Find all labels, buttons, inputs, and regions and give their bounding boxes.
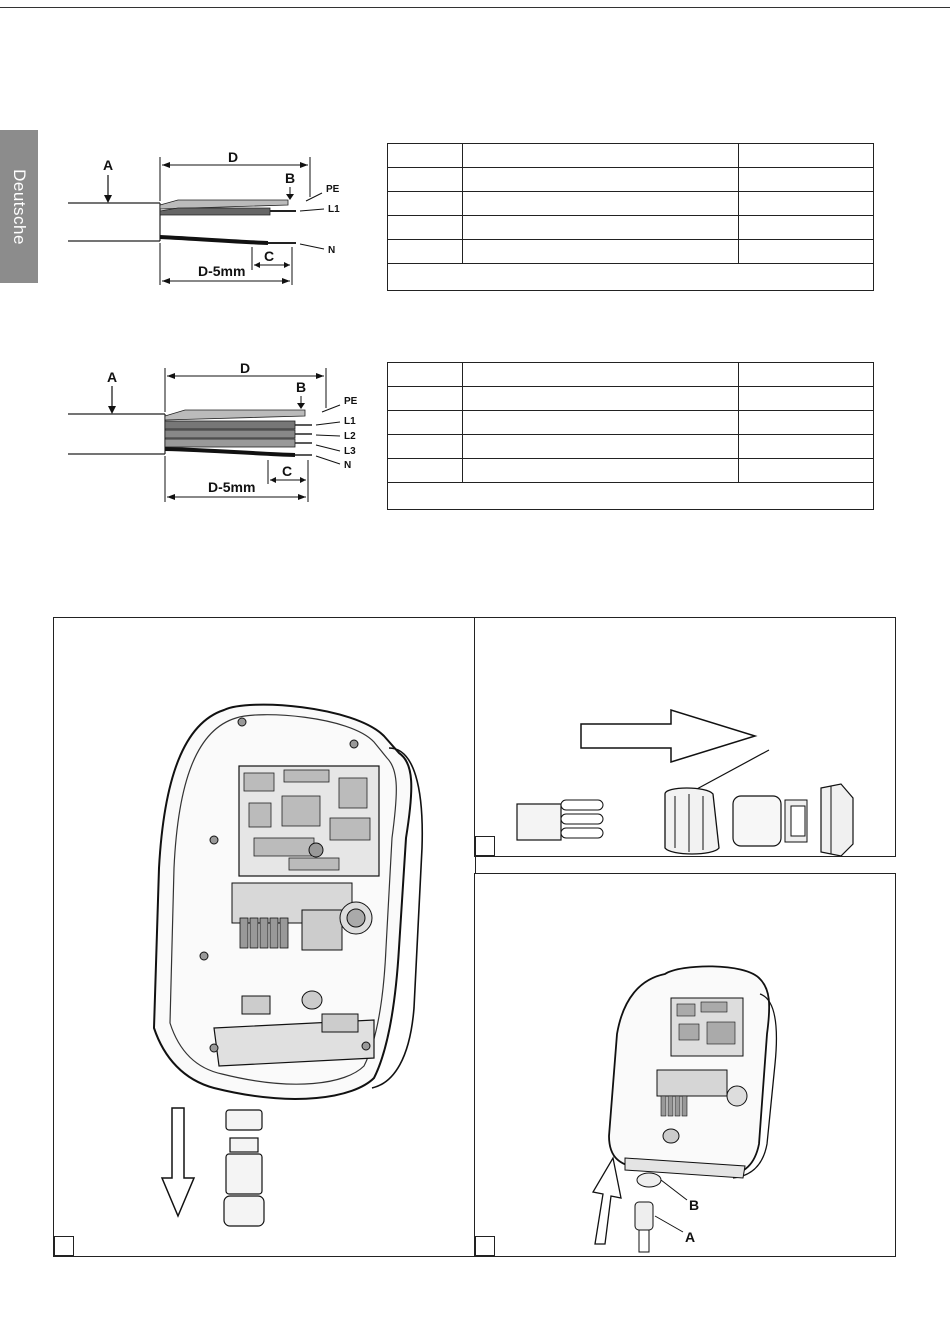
table-row [388, 411, 874, 435]
wire-n-label: N [344, 460, 352, 471]
panel-gland-insertion [474, 873, 896, 1257]
wire-l3-label: L3 [344, 446, 356, 457]
label-d: D [240, 360, 251, 376]
label-a: A [685, 1229, 696, 1245]
wire-l2-label: L2 [344, 431, 356, 442]
table-row [388, 144, 874, 168]
panel-open-enclosure [53, 617, 476, 1257]
wire-l1-label: L1 [344, 416, 356, 427]
cable-gland-illustration [475, 618, 895, 856]
table-row [388, 363, 874, 387]
label-d: D [228, 149, 239, 165]
table-row [388, 387, 874, 411]
label-c: C [282, 463, 293, 479]
single-phase-spec-table [387, 143, 874, 291]
step-number-box [475, 836, 495, 856]
three-phase-cable-diagram [60, 360, 370, 510]
three-phase-spec-table [387, 362, 874, 510]
table-row [388, 168, 874, 192]
panel-cable-gland [474, 617, 896, 857]
gland-insertion-illustration [475, 874, 895, 1256]
table-row [388, 264, 874, 291]
charger-open-illustration [54, 618, 475, 1256]
table-row [388, 216, 874, 240]
label-b: B [285, 170, 296, 186]
language-label: Deutsche [10, 168, 29, 245]
label-a: A [103, 157, 114, 173]
language-side-tab[interactable] [0, 130, 38, 283]
wire-l1-label: L1 [328, 204, 340, 215]
label-d5: D-5mm [208, 479, 256, 495]
single-phase-cable-diagram [60, 145, 360, 295]
wire-pe-label: PE [344, 396, 358, 407]
label-b: B [689, 1197, 700, 1213]
table-row [388, 192, 874, 216]
label-a: A [107, 369, 118, 385]
top-rule [0, 7, 950, 8]
label-c: C [264, 248, 275, 264]
step-number-box [475, 1236, 495, 1256]
label-b: B [296, 379, 307, 395]
label-d5: D-5mm [198, 263, 246, 279]
table-row [388, 240, 874, 264]
wire-pe-label: PE [326, 184, 340, 195]
step-number-box [54, 1236, 74, 1256]
wire-n-label: N [328, 245, 336, 256]
table-row [388, 435, 874, 459]
table-row [388, 459, 874, 483]
table-row [388, 483, 874, 510]
